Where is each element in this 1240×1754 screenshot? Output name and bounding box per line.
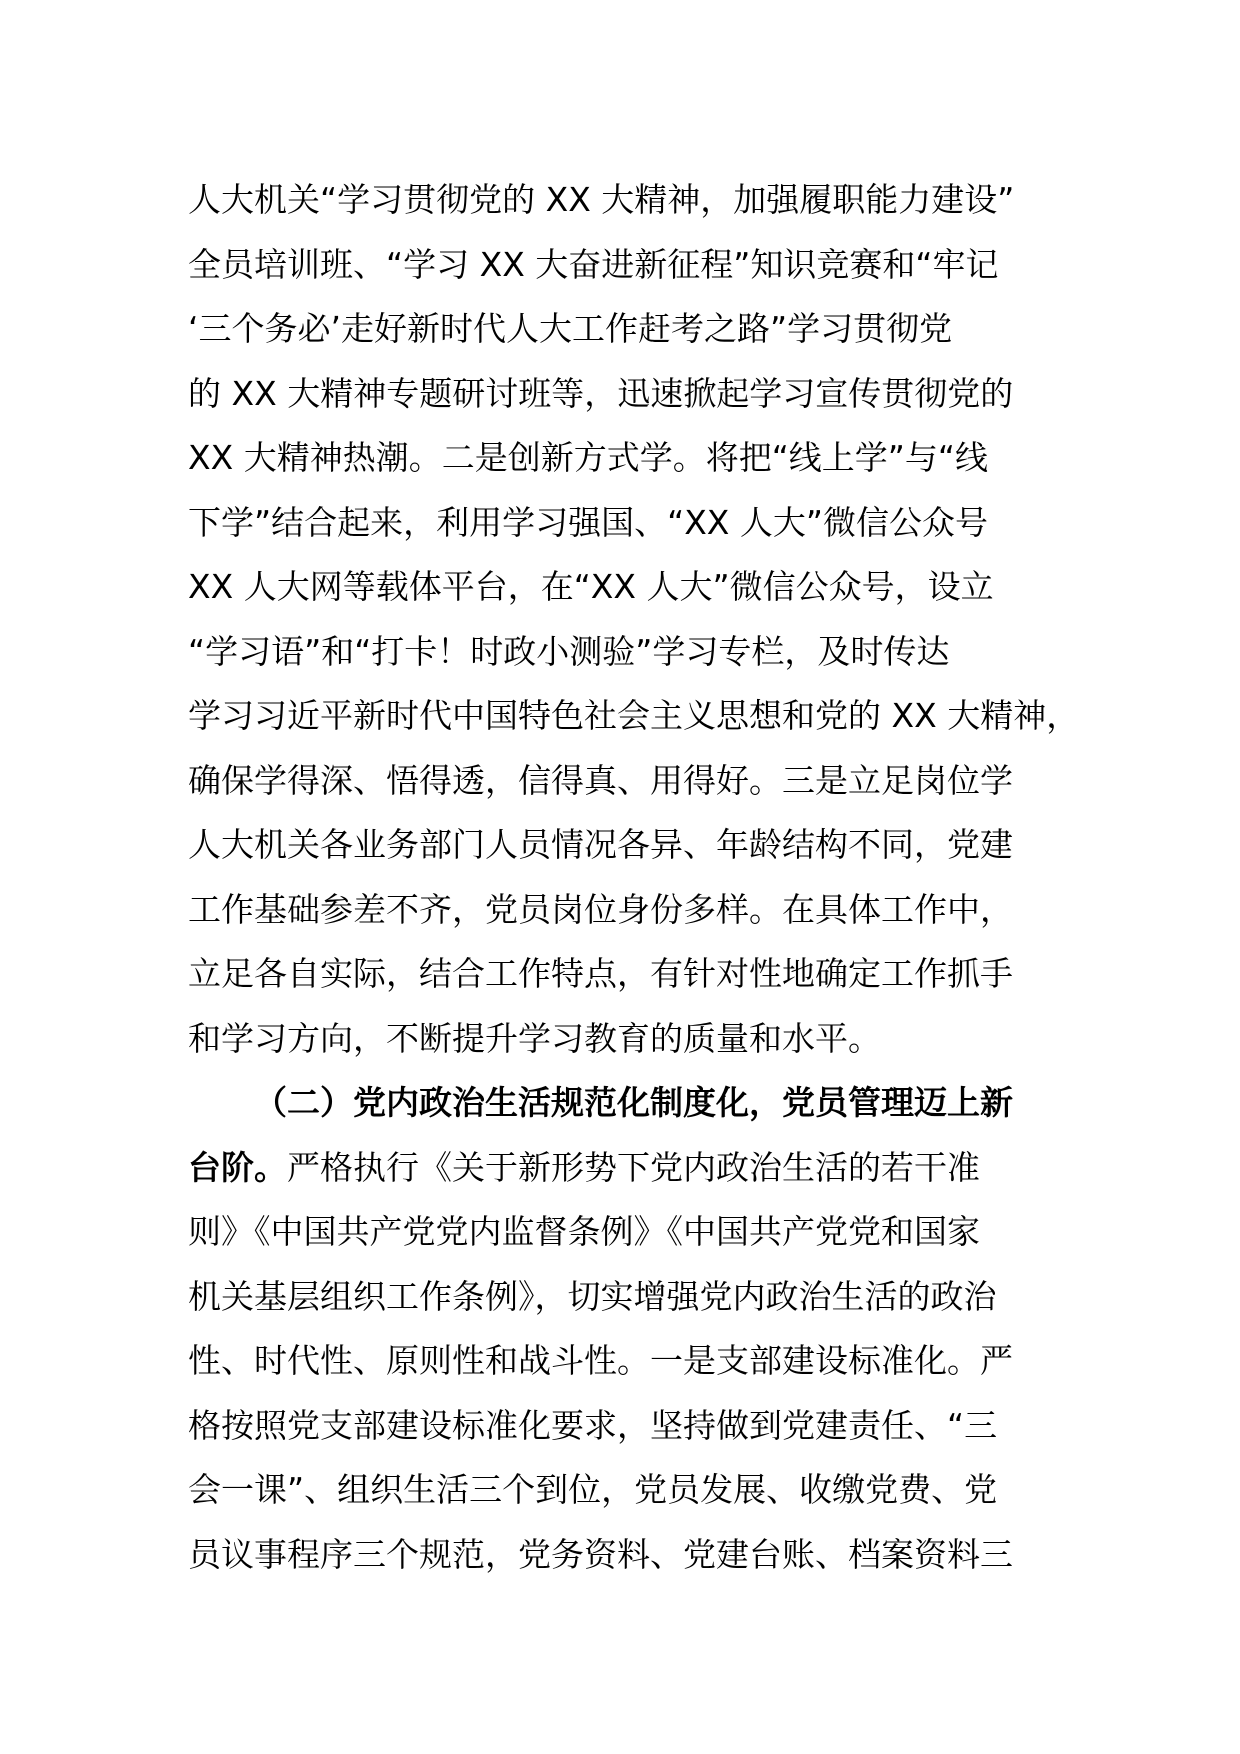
paragraph-line: 确保学得深、悟得透，信得真、用得好。三是立足岗位学 bbox=[188, 760, 1013, 800]
paragraph-line: 学习习近平新时代中国特色社会主义思想和党的 XX 大精神， bbox=[188, 696, 1080, 735]
paragraph-line: 性、时代性、原则性和战斗性。一是支部建设标准化。严 bbox=[188, 1341, 1013, 1380]
paragraph-line: 立足各自实际，结合工作特点，有针对性地确定工作抓手 bbox=[188, 954, 1013, 993]
section-heading-continuation bbox=[188, 1136, 1068, 1201]
section-heading-end: 台阶。 bbox=[188, 1147, 287, 1187]
paragraph-line: 格按照党支部建设标准化要求，坚持做到党建责任、“三 bbox=[188, 1405, 998, 1445]
paragraph-line: 人大机关各业务部门人员情况各异、年龄结构不同，党建 bbox=[188, 825, 1013, 864]
paragraph-line: 工作基础参差不齐，党员岗位身份多样。在具体工作中， bbox=[188, 889, 1013, 929]
paragraph-line: XX 大精神热潮。二是创新方式学。将把“线上学”与“线 bbox=[188, 438, 988, 477]
paragraph-line: 会一课”、组织生活三个到位，党员发展、收缴党费、党 bbox=[188, 1470, 998, 1509]
paragraph-line: 机关基层组织工作条例》，切实增强党内政治生活的政治 bbox=[188, 1276, 997, 1316]
paragraph-line: XX 人大网等载体平台，在“XX 人大”微信公众号，设立 bbox=[188, 567, 994, 606]
paragraph-line: 人大机关“学习贯彻党的 XX 大精神，加强履职能力建设” bbox=[188, 180, 1015, 219]
paragraph-line: 的 XX 大精神专题研讨班等，迅速掀起学习宣传贯彻党的 bbox=[188, 373, 1014, 413]
paragraph-line: “学习语”和“打卡！时政小测验”学习专栏，及时传达 bbox=[188, 631, 950, 671]
section-text-start: 严格执行《关于新形势下党内政治生活的若干准 bbox=[287, 1147, 980, 1187]
paragraph-line: 则》《中国共产党党内监督条例》《中国共产党党和国家 bbox=[188, 1212, 980, 1251]
section-heading: （二）党内政治生活规范化制度化，党员管理迈上新 bbox=[254, 1083, 1013, 1122]
paragraph-line: 全员培训班、“学习 XX 大奋进新征程”知识竞赛和“牢记 bbox=[188, 244, 999, 284]
paragraph-line: ‘三个务必’走好新时代人大工作赶考之路”学习贯彻党 bbox=[188, 309, 953, 348]
paragraph-line: 下学”结合起来，利用学习强国、“XX 人大”微信公众号 bbox=[188, 502, 988, 542]
paragraph-line: 和学习方向，不断提升学习教育的质量和水平。 bbox=[188, 1018, 881, 1058]
body-text bbox=[188, 168, 1080, 1587]
paragraph-line: 员议事程序三个规范，党务资料、党建台账、档案资料三 bbox=[188, 1534, 1013, 1574]
